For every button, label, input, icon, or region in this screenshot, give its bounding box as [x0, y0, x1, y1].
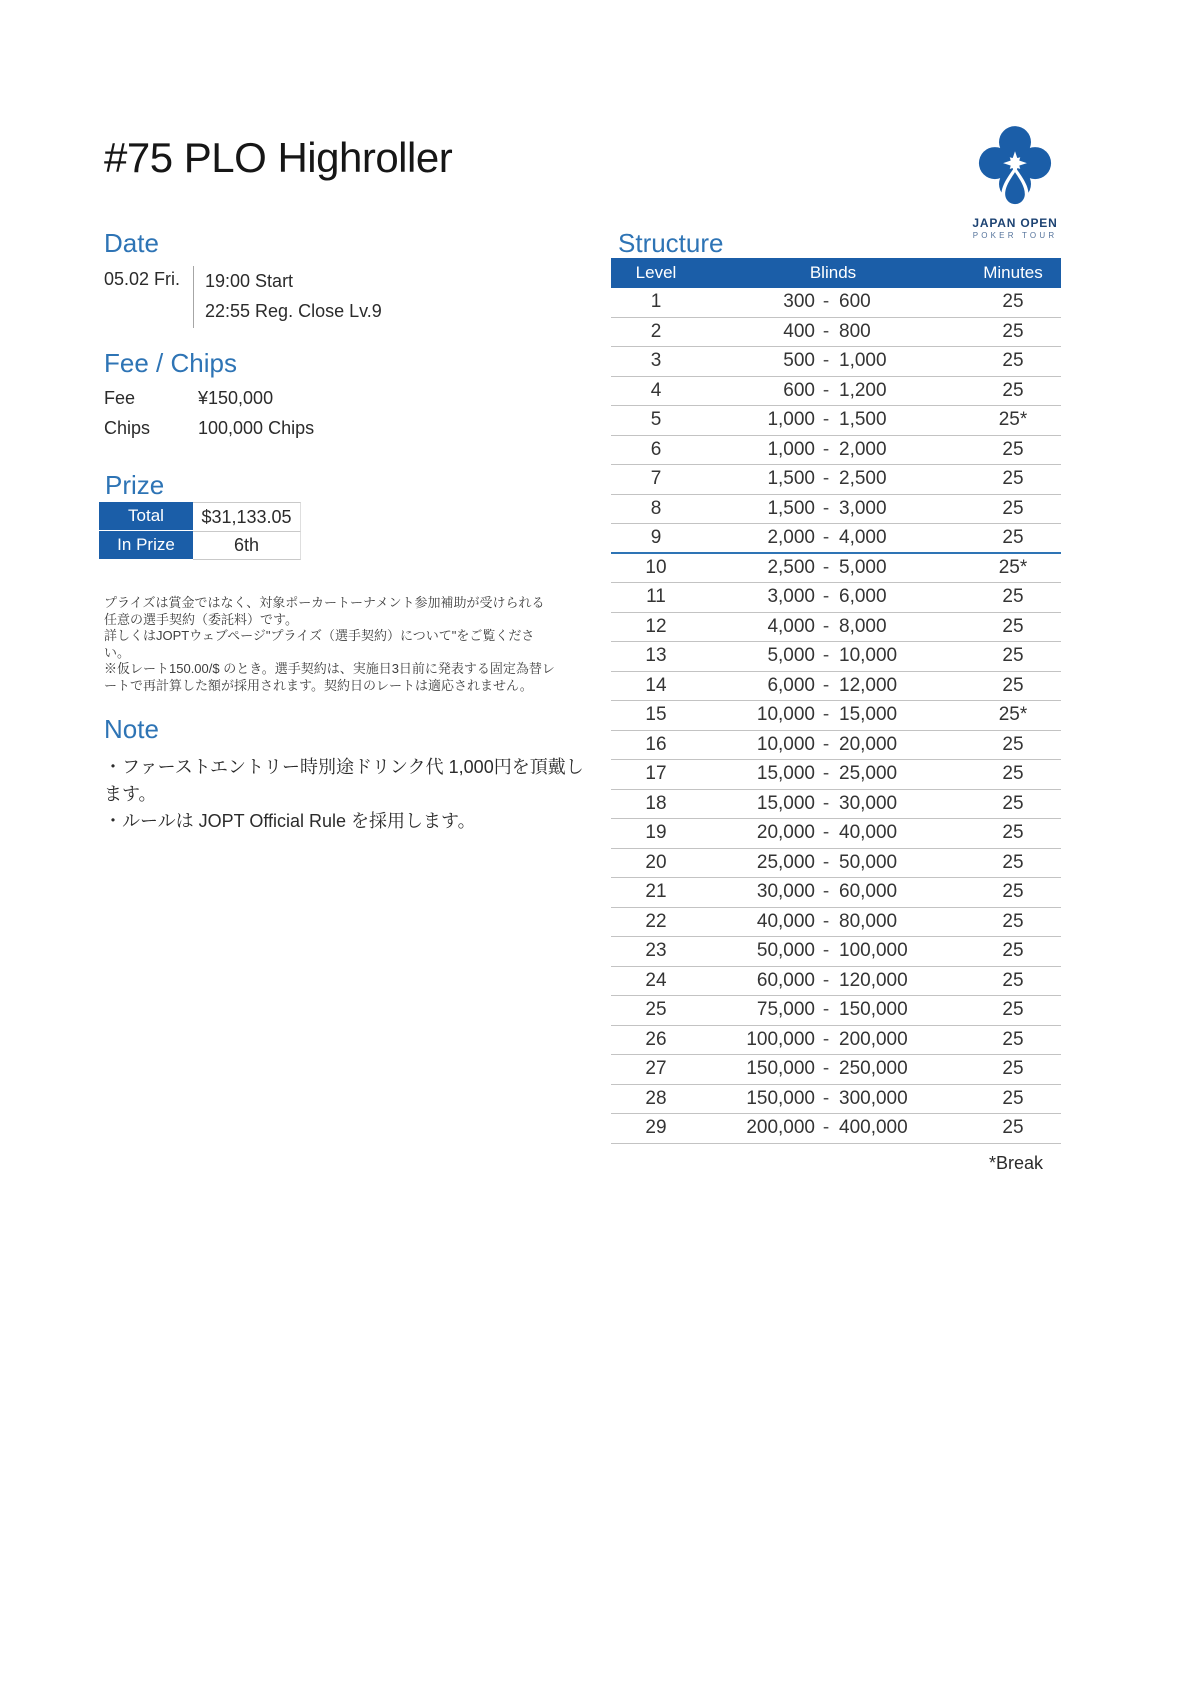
blinds-separator: -: [822, 526, 830, 548]
big-blind-cell: 250,000: [839, 1058, 908, 1080]
minutes-cell: 25: [1002, 851, 1024, 873]
small-blind-cell: 10,000: [756, 733, 815, 755]
big-blind-cell: 12,000: [839, 674, 898, 696]
blinds-separator: -: [822, 940, 830, 962]
big-blind-cell: 800: [839, 320, 871, 342]
big-blind-cell: 2,500: [839, 468, 887, 490]
blinds-separator: -: [822, 1087, 830, 1109]
level-cell: 11: [646, 586, 666, 608]
prize-inprize-row: [99, 531, 419, 560]
blinds-column-header: Blinds: [809, 263, 857, 282]
blinds-separator: -: [822, 586, 830, 608]
minutes-cell: 25: [1002, 526, 1024, 548]
blinds-separator: -: [822, 674, 830, 696]
minutes-cell: 25: [1002, 350, 1024, 372]
level-cell: 25: [645, 999, 667, 1021]
blinds-separator: -: [822, 615, 830, 637]
small-blind-cell: 100,000: [746, 1028, 815, 1050]
minutes-cell: 25: [1002, 497, 1024, 519]
prize-table: [99, 502, 419, 560]
structure-row: [611, 1055, 1061, 1085]
blinds-separator: -: [822, 792, 830, 814]
structure-table: [611, 258, 1061, 1144]
structure-row: [611, 672, 1061, 702]
big-blind-cell: 400,000: [839, 1117, 908, 1139]
minutes-cell: 25: [1002, 1117, 1024, 1139]
structure-row: [611, 819, 1061, 849]
big-blind-cell: 8,000: [839, 615, 887, 637]
start-time: 19:00 Start: [205, 271, 294, 291]
structure-table-header: [611, 258, 1061, 288]
small-blind-cell: 10,000: [756, 704, 815, 726]
prize-total-row: [99, 502, 419, 531]
structure-row: [611, 554, 1061, 584]
level-cell: 8: [650, 497, 662, 519]
structure-row: [611, 1085, 1061, 1115]
prize-heading: Prize: [105, 470, 165, 500]
level-cell: 12: [645, 615, 667, 637]
date-section: [104, 228, 564, 328]
minutes-cell: 25*: [998, 409, 1028, 431]
blinds-separator: -: [822, 704, 830, 726]
small-blind-cell: 1,500: [767, 497, 815, 519]
small-blind-cell: 4,000: [767, 615, 815, 637]
small-blind-cell: 600: [783, 379, 815, 401]
big-blind-cell: 2,000: [839, 438, 887, 460]
minutes-cell: 25: [1002, 999, 1024, 1021]
big-blind-cell: 3,000: [839, 497, 887, 519]
big-blind-cell: 1,500: [839, 409, 887, 431]
small-blind-cell: 300: [783, 291, 815, 313]
minutes-cell: 25: [1002, 1028, 1024, 1050]
prize-inprize-value: 6th: [193, 531, 301, 560]
fine-print-line: プライズは賞金ではなく、対象ポーカートーナメント参加補助が受けられる任意の選手契約（委託料）です。: [104, 595, 545, 627]
break-note: *Break: [988, 1152, 1043, 1173]
fee-row: [104, 388, 564, 409]
structure-section: [611, 228, 1061, 1174]
structure-row: [611, 937, 1061, 967]
small-blind-cell: 400: [783, 320, 815, 342]
level-cell: 6: [650, 438, 662, 460]
minutes-cell: 25: [1002, 969, 1024, 991]
minutes-cell: 25: [1002, 379, 1024, 401]
small-blind-cell: 5,000: [767, 645, 815, 667]
reg-close-time: 22:55 Reg. Close Lv.9: [205, 301, 382, 321]
minutes-cell: 25: [1002, 645, 1024, 667]
structure-row: [611, 878, 1061, 908]
blinds-separator: -: [822, 556, 830, 578]
structure-row: [611, 996, 1061, 1026]
minutes-cell: 25: [1002, 1058, 1024, 1080]
blinds-separator: -: [822, 1028, 830, 1050]
minutes-cell: 25: [1002, 1087, 1024, 1109]
structure-row: [611, 406, 1061, 436]
level-cell: 21: [645, 881, 667, 903]
minutes-cell: 25: [1002, 763, 1024, 785]
blinds-separator: -: [822, 350, 830, 372]
blinds-separator: -: [822, 910, 830, 932]
big-blind-cell: 4,000: [839, 526, 887, 548]
big-blind-cell: 600: [839, 291, 871, 313]
small-blind-cell: 1,000: [767, 409, 815, 431]
level-cell: 4: [650, 379, 662, 401]
small-blind-cell: 60,000: [756, 969, 815, 991]
small-blind-cell: 75,000: [756, 999, 815, 1021]
small-blind-cell: 15,000: [756, 763, 815, 785]
blinds-separator: -: [822, 851, 830, 873]
small-blind-cell: 20,000: [756, 822, 815, 844]
blinds-separator: -: [822, 1117, 830, 1139]
level-cell: 16: [645, 733, 667, 755]
level-cell: 26: [645, 1028, 667, 1050]
big-blind-cell: 50,000: [839, 851, 898, 873]
big-blind-cell: 10,000: [839, 645, 898, 667]
minutes-cell: 25: [1002, 438, 1024, 460]
level-cell: 27: [645, 1058, 667, 1080]
blinds-separator: -: [822, 379, 830, 401]
note-heading: Note: [104, 714, 159, 744]
level-cell: 2: [650, 320, 662, 342]
blinds-separator: -: [822, 291, 830, 313]
small-blind-cell: 15,000: [756, 792, 815, 814]
small-blind-cell: 2,500: [767, 556, 815, 578]
big-blind-cell: 150,000: [839, 999, 908, 1021]
fine-print-line: ※仮レート150.00/$ のとき。選手契約は、実施日3日前に発表する固定為替レートで再計算した額が採用されます。契約日のレートは適応されません。: [104, 661, 555, 693]
note-section: [104, 714, 584, 835]
prize-inprize-label: In Prize: [99, 531, 193, 560]
minutes-column-header: Minutes: [983, 263, 1043, 282]
level-cell: 23: [645, 940, 667, 962]
date-times: [193, 266, 382, 328]
level-cell: 3: [650, 350, 662, 372]
structure-row: [611, 1026, 1061, 1056]
small-blind-cell: 1,000: [767, 438, 815, 460]
big-blind-cell: 30,000: [839, 792, 898, 814]
minutes-cell: 25: [1002, 674, 1024, 696]
blinds-separator: -: [822, 409, 830, 431]
blinds-separator: -: [822, 822, 830, 844]
date-value: 05.02 Fri.: [104, 269, 181, 289]
minutes-cell: 25: [1002, 910, 1024, 932]
minutes-cell: 25*: [998, 556, 1028, 578]
level-cell: 19: [645, 822, 667, 844]
small-blind-cell: 2,000: [767, 526, 815, 548]
small-blind-cell: 200,000: [746, 1117, 815, 1139]
big-blind-cell: 1,200: [839, 379, 887, 401]
small-blind-cell: 30,000: [756, 881, 815, 903]
blinds-separator: -: [822, 969, 830, 991]
big-blind-cell: 300,000: [839, 1087, 908, 1109]
small-blind-cell: 6,000: [767, 674, 815, 696]
jopt-logo: [966, 122, 1064, 240]
structure-row: [611, 436, 1061, 466]
level-cell: 20: [645, 851, 667, 873]
structure-row: [611, 318, 1061, 348]
minutes-cell: 25: [1002, 320, 1024, 342]
level-cell: 29: [645, 1117, 667, 1139]
small-blind-cell: 50,000: [756, 940, 815, 962]
structure-row: [611, 731, 1061, 761]
blinds-separator: -: [822, 999, 830, 1021]
minutes-cell: 25: [1002, 468, 1024, 490]
blinds-separator: -: [822, 881, 830, 903]
blinds-separator: -: [822, 320, 830, 342]
note-item: ・ルールは JOPT Official Rule を採用します。: [104, 811, 476, 831]
big-blind-cell: 120,000: [839, 969, 908, 991]
minutes-cell: 25: [1002, 822, 1024, 844]
level-cell: 14: [645, 674, 667, 696]
big-blind-cell: 80,000: [839, 910, 898, 932]
structure-row: [611, 790, 1061, 820]
level-cell: 9: [650, 526, 662, 548]
page-title: #75 PLO Highroller: [104, 134, 453, 181]
level-cell: 28: [645, 1087, 667, 1109]
level-cell: 18: [645, 792, 667, 814]
big-blind-cell: 1,000: [839, 350, 887, 372]
prize-total-label: Total: [99, 502, 193, 531]
minutes-cell: 25: [1002, 881, 1024, 903]
blinds-separator: -: [822, 733, 830, 755]
structure-row: [611, 465, 1061, 495]
small-blind-cell: 25,000: [756, 851, 815, 873]
structure-heading: Structure: [618, 228, 724, 258]
structure-row: [611, 613, 1061, 643]
structure-row: [611, 967, 1061, 997]
structure-row: [611, 701, 1061, 731]
clover-drop-icon: [974, 122, 1056, 214]
prize-section: [99, 470, 419, 560]
blinds-separator: -: [822, 497, 830, 519]
big-blind-cell: 15,000: [839, 704, 898, 726]
level-cell: 10: [645, 556, 667, 578]
logo-text-poker-tour: POKER TOUR: [972, 231, 1058, 240]
level-cell: 1: [650, 291, 662, 313]
level-cell: 17: [645, 763, 667, 785]
fee-value: ¥150,000: [198, 388, 274, 408]
structure-row: [611, 377, 1061, 407]
prize-total-value: $31,133.05: [193, 502, 301, 531]
big-blind-cell: 100,000: [839, 940, 908, 962]
chips-label: Chips: [104, 418, 151, 438]
big-blind-cell: 200,000: [839, 1028, 908, 1050]
structure-row: [611, 347, 1061, 377]
level-cell: 7: [650, 468, 662, 490]
fine-print-line: 詳しくはJOPTウェブページ"プライズ（選手契約）について"をご覧ください。: [104, 628, 535, 660]
minutes-cell: 25: [1002, 586, 1024, 608]
logo-text-japan-open: JAPAN OPEN: [972, 216, 1058, 230]
level-cell: 13: [645, 645, 667, 667]
big-blind-cell: 6,000: [839, 586, 887, 608]
structure-row: [611, 495, 1061, 525]
small-blind-cell: 3,000: [767, 586, 815, 608]
minutes-cell: 25*: [998, 704, 1028, 726]
structure-row: [611, 760, 1061, 790]
blinds-separator: -: [822, 645, 830, 667]
big-blind-cell: 20,000: [839, 733, 898, 755]
minutes-cell: 25: [1002, 792, 1024, 814]
blinds-separator: -: [822, 468, 830, 490]
blinds-separator: -: [822, 1058, 830, 1080]
chips-value: 100,000 Chips: [198, 418, 315, 438]
big-blind-cell: 60,000: [839, 881, 898, 903]
small-blind-cell: 1,500: [767, 468, 815, 490]
chips-row: [104, 418, 564, 439]
structure-row: [611, 908, 1061, 938]
fee-label: Fee: [104, 388, 136, 408]
level-cell: 15: [645, 704, 667, 726]
structure-table-body: [611, 288, 1061, 1144]
fee-chips-section: [104, 348, 564, 448]
structure-row: [611, 849, 1061, 879]
big-blind-cell: 5,000: [839, 556, 887, 578]
blinds-separator: -: [822, 438, 830, 460]
structure-row: [611, 1114, 1061, 1144]
small-blind-cell: 150,000: [746, 1058, 815, 1080]
small-blind-cell: 40,000: [756, 910, 815, 932]
minutes-cell: 25: [1002, 733, 1024, 755]
note-item: ・ファーストエントリー時別途ドリンク代 1,000円を頂戴します。: [104, 757, 584, 804]
minutes-cell: 25: [1002, 291, 1024, 313]
level-cell: 5: [650, 409, 662, 431]
minutes-cell: 25: [1002, 940, 1024, 962]
minutes-cell: 25: [1002, 615, 1024, 637]
small-blind-cell: 150,000: [746, 1087, 815, 1109]
blinds-separator: -: [822, 763, 830, 785]
structure-row: [611, 524, 1061, 554]
small-blind-cell: 500: [783, 350, 815, 372]
structure-row: [611, 288, 1061, 318]
level-column-header: Level: [635, 263, 677, 282]
level-cell: 24: [645, 969, 667, 991]
date-heading: Date: [104, 228, 159, 258]
structure-row: [611, 583, 1061, 613]
prize-fine-print: [104, 595, 556, 694]
level-cell: 22: [645, 910, 667, 932]
big-blind-cell: 25,000: [839, 763, 898, 785]
fee-chips-heading: Fee / Chips: [104, 348, 237, 378]
structure-row: [611, 642, 1061, 672]
big-blind-cell: 40,000: [839, 822, 898, 844]
